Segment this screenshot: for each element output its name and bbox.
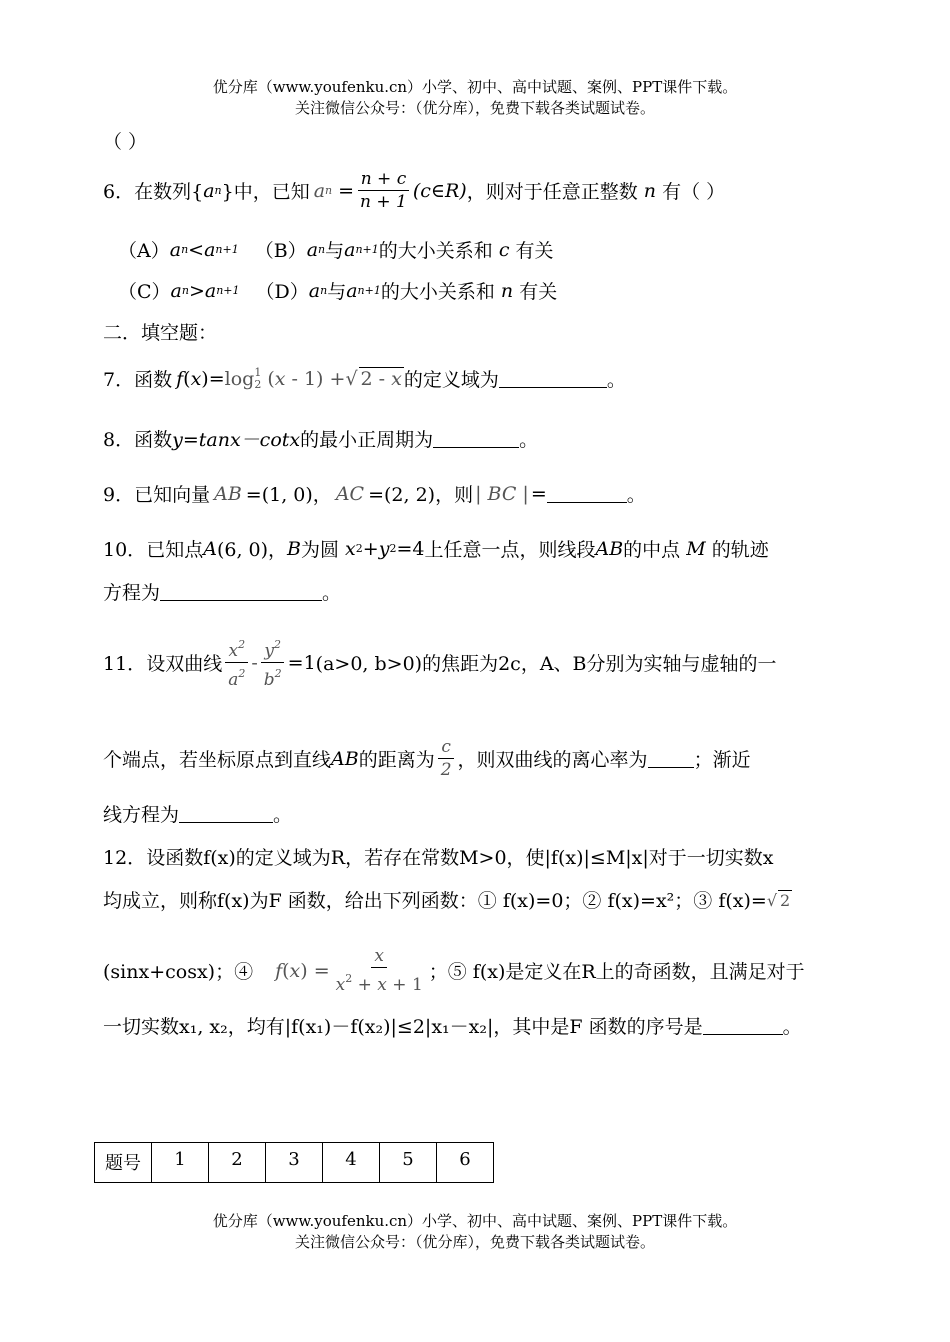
header-line-2: 关注微信公众号：（优分库），免费下载各类试题试卷。 bbox=[294, 99, 655, 117]
page-footer bbox=[0, 1211, 950, 1253]
footer-line-1: 优分库（www.youfenku.cn）小学、初中、高中试题、案例、PPT课件下载。 bbox=[212, 1212, 738, 1230]
section-title-fill-in: 二．填空题： bbox=[103, 322, 218, 344]
q11-fraction-x: $\frac{x^2}{a^2}$ bbox=[225, 634, 248, 691]
question-11-line-3: 线方程为 。 bbox=[103, 804, 293, 826]
question-12-line-3: (sinx+cosx)；④ f ( x ) = $\frac{x}{x^2 + x + 1}$ ；⑤ f(x)是定义在R上的奇函数，且满足对于 bbox=[103, 946, 805, 995]
question-9: 9． 已知向量 AB =(1, 0)， AC =(2, 2)，则 | BC | = 。 bbox=[103, 482, 646, 506]
question-11: 11． 设双曲线 $\frac{x^2}{a^2}$ - $\frac{y^2}{b^2}$ =1 (a>0, b>0)的焦距为2c，A、B分别为实轴与虚轴的一 bbox=[103, 634, 777, 691]
q6-options-cd: （C） a n > a n+1 （D） a n 与 a n+1 的大小关系和 n 有关 bbox=[118, 279, 558, 303]
table-cell: 2 bbox=[209, 1143, 266, 1183]
question-12: 12． 设函数f(x)的定义域为R，若存在常数M>0，使|f(x)|≤M|x|对于一切实数x bbox=[103, 847, 774, 869]
q5-answer-bracket: （ ） bbox=[103, 131, 148, 153]
q7-answer-blank[interactable] bbox=[499, 369, 607, 388]
q11-fraction-c2: $\frac{c}{2}$ bbox=[438, 736, 455, 781]
table-cell: 1 bbox=[152, 1143, 209, 1183]
q12-sqrt-two: √ 2 bbox=[766, 890, 791, 910]
question-6: 6． 在数列{ a n }中，已知 a n = $\frac{n + c}{n + 1}$ (c∈R) ，则对于任意正整数 n 有（ ） bbox=[103, 169, 726, 212]
q8-answer-blank[interactable] bbox=[433, 429, 519, 448]
table-cell-header: 题号 bbox=[95, 1143, 152, 1183]
table-cell: 4 bbox=[323, 1143, 380, 1183]
question-11-line-2: 个端点，若坐标原点到直线 AB 的距离为 $\frac{c}{2}$ ，则双曲线的离心率为 ；渐近 bbox=[103, 737, 751, 780]
header-line-1: 优分库（www.youfenku.cn）小学、初中、高中试题、案例、PPT课件下载。 bbox=[212, 78, 738, 96]
table-cell: 5 bbox=[380, 1143, 437, 1183]
question-12-line-4: 一切实数x₁, x₂，均有|f(x₁)－f(x₂)|≤2|x₁－x₂|，其中是F 函数的序号是 。 bbox=[103, 1016, 802, 1038]
table-cell: 3 bbox=[266, 1143, 323, 1183]
q12-fraction: $\frac{x}{x^2 + x + 1}$ bbox=[335, 946, 423, 995]
question-7: 7． 函数 f ( x )= log 1 2 (x - 1) + √ 2 - x 的定义域为 。 bbox=[103, 365, 626, 391]
q11-asymptote-blank[interactable] bbox=[179, 804, 273, 823]
q6-fraction: $\frac{n + c}{n + 1}$ bbox=[357, 168, 410, 213]
question-10: 10． 已知点 A (6, 0)， B 为圆 x 2 + y 2 =4 上任意一点，则线段 AB 的中点 M 的轨迹 bbox=[103, 537, 769, 561]
q11-eccentricity-blank[interactable] bbox=[648, 749, 694, 768]
q10-answer-blank[interactable] bbox=[160, 582, 322, 601]
q9-answer-blank[interactable] bbox=[547, 484, 627, 503]
question-12-line-2: 均成立，则称f(x)为F 函数，给出下列函数：① f(x)=0；② f(x)=x²；③ f(x)= √ 2 bbox=[103, 890, 791, 912]
page-header bbox=[0, 77, 950, 119]
footer-line-2: 关注微信公众号：（优分库），免费下载各类试题试卷。 bbox=[294, 1233, 655, 1251]
q7-sqrt: √ 2 - x bbox=[345, 368, 402, 390]
question-10-line-2: 方程为 。 bbox=[103, 582, 342, 604]
table-cell: 6 bbox=[437, 1143, 494, 1183]
q6-options-ab: （A） a n < a n+1 （B） a n 与 a n+1 的大小关系和 c 有关 bbox=[118, 238, 554, 262]
table-row bbox=[95, 1143, 494, 1183]
q11-fraction-y: $\frac{y^2}{b^2}$ bbox=[261, 634, 285, 691]
question-8: 8． 函数 y=tanx－cotx 的最小正周期为 。 bbox=[103, 429, 539, 451]
q12-answer-blank[interactable] bbox=[703, 1016, 783, 1035]
answer-table bbox=[94, 1142, 494, 1183]
